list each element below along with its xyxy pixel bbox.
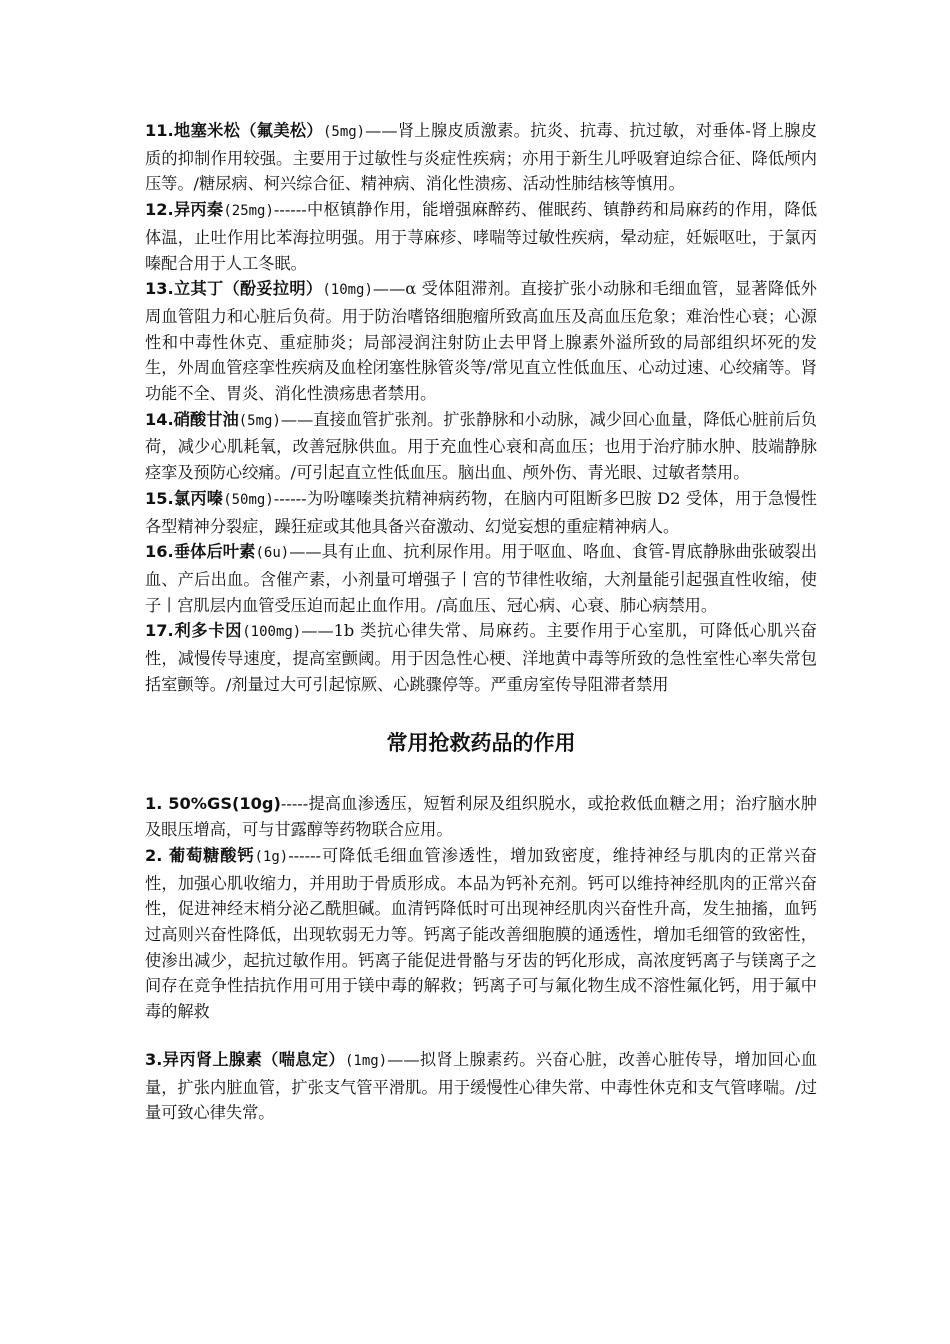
separator: —— xyxy=(289,542,322,562)
drug-dose: (100mg) xyxy=(242,624,302,641)
drug-entry-15 xyxy=(145,486,817,539)
drug-name: 利多卡因 xyxy=(173,621,243,641)
separator: —— xyxy=(365,121,398,140)
drug-name: 50%GS(10g) xyxy=(162,794,281,814)
drug-dose: (1g) xyxy=(254,848,289,865)
entry-number: 15. xyxy=(145,488,174,508)
separator: ----- xyxy=(280,794,309,814)
separator: ------ xyxy=(273,488,307,508)
drug-entry-12 xyxy=(145,197,817,276)
drug-name: 地塞米松（氟美松） xyxy=(173,121,323,140)
separator: —— xyxy=(372,279,406,299)
entry-number: 1. xyxy=(145,794,163,814)
drug-description: α 受体阻滞剂。直接扩张小动脉和毛细血管，显著降低外周血管阻力和心脏后负荷。用于防治嗜铬细胞瘤所致高血压及高血压危象；难治性心衰；心源性和中毒性休克、重症肺炎；局部浸润注射防止去甲肾上腺素外溢所致的局部组织坏死的发生，外周血管痉挛性疾病及血栓闭塞性脉管炎等/常见直立性低血压、心动过速、心绞痛等。肾功能不全、胃炎、消化性溃疡患者禁用。 xyxy=(145,279,817,404)
drug-description: 1b 类抗心律失常、局麻药。主要作用于心室肌，可降低心肌兴奋性，减慢传导速度，提高室颤阈。用于因急性心梗、洋地黄中毒等所致的急性室性心率失常包括室颤等。/剂量过大可引起惊厥、心跳骤停等。严重房室传导阻滞者禁用 xyxy=(145,621,817,694)
separator: ------ xyxy=(273,200,307,220)
drug-dose: (6u) xyxy=(255,545,290,562)
drug-list-continued xyxy=(145,118,817,697)
entry-number: 16. xyxy=(145,542,174,562)
drug-description: 提高血渗透压，短暂利尿及组织脱水，或抢救低血糖之用；治疗脑水肿及眼压增高，可与甘露醇等药物联合应用。 xyxy=(145,794,817,840)
drug-dose: (50mg) xyxy=(223,491,274,508)
separator: —— xyxy=(301,621,334,641)
entry-number: 14. xyxy=(145,409,174,429)
drug-dose: (5mg) xyxy=(322,124,366,140)
drug-name: 异丙肾上腺素（喘息定） xyxy=(162,1049,345,1069)
drug-name: 氯丙嗪 xyxy=(173,488,224,508)
drug-description: 中枢镇静作用，能增强麻醉药、催眠药、镇静药和局麻药的作用，降低体温，止吐作用比苯海拉明强。用于荨麻疹、哮喘等过敏性疾病，晕动症，妊娠呕吐，于氯丙嗪配合用于人工冬眠。 xyxy=(145,200,818,273)
drug-entry-16 xyxy=(145,539,817,618)
drug-name: 垂体后叶素 xyxy=(173,542,256,562)
entry-number: 17. xyxy=(145,621,174,641)
drug-description: 直接血管扩张剂。扩张静脉和小动脉，减少回心血量，降低心脏前后负荷，减少心肌耗氧，改善冠脉供血。用于充血性心衰和高血压；也用于治疗肺水肿、肢端静脉痉挛及预防心绞痛。/可引起直立性低血压。脑出血、颅外伤、青光眼、过敏者禁用。 xyxy=(145,409,818,483)
drug-name: 立其丁（酚妥拉明） xyxy=(173,279,323,299)
emergency-entry-1 xyxy=(145,791,817,842)
entry-number: 12. xyxy=(145,200,174,220)
separator: —— xyxy=(387,1049,420,1069)
separator: ------ xyxy=(288,845,322,865)
emergency-drug-list xyxy=(145,791,817,1125)
emergency-entry-3 xyxy=(145,1047,817,1126)
document-page xyxy=(145,118,817,1126)
separator: —— xyxy=(280,409,314,429)
drug-name: 葡萄糖酸钙 xyxy=(162,845,255,865)
drug-dose: (10mg) xyxy=(322,282,373,299)
drug-description: 具有止血、抗利尿作用。用于呕血、咯血、食管-胃底静脉曲张破裂出血、产后出血。含催产素，小剂量可增强子丨宫的节律性收缩，大剂量能引起强直性收缩，使子丨宫肌层内血管受压迫而起止血作用。/高血压、冠心病、心衰、肺心病禁用。 xyxy=(145,542,818,615)
paragraph-gap xyxy=(145,1025,817,1047)
entry-number: 2. xyxy=(145,845,163,865)
drug-description: 肾上腺皮质激素。抗炎、抗毒、抗过敏，对垂体-肾上腺皮质的抑制作用较强。主要用于过敏性与炎症性疾病；亦用于新生儿呼吸窘迫综合征、降低颅内压等。/糖尿病、柯兴综合征、精神病、消化性溃疡、活动性肺结核等慎用。 xyxy=(145,121,817,194)
entry-number: 13. xyxy=(145,279,174,299)
drug-name: 异丙秦 xyxy=(173,200,224,220)
drug-description: 为吩噻嗪类抗精神病药物，在脑内可阻断多巴胺 D2 受体，用于急慢性各型精神分裂症，躁狂症或其他具备兴奋激动、幻觉妄想的重症精神病人。 xyxy=(145,488,817,536)
drug-entry-13 xyxy=(145,276,817,407)
drug-dose: (5mg) xyxy=(238,412,281,429)
drug-entry-11 xyxy=(145,118,817,197)
entry-number: 11. xyxy=(145,121,174,140)
drug-dose: (25mg) xyxy=(223,203,274,220)
drug-entry-14 xyxy=(145,407,817,486)
emergency-entry-2 xyxy=(145,843,817,1025)
entry-number: 3. xyxy=(145,1049,163,1069)
drug-entry-17 xyxy=(145,618,817,697)
drug-name: 硝酸甘油 xyxy=(173,409,239,429)
drug-dose: (1mg) xyxy=(344,1052,388,1069)
drug-description: 拟肾上腺素药。兴奋心脏，改善心脏传导，增加回心血量，扩张内脏血管，扩张支气管平滑肌。用于缓慢性心律失常、中毒性休克和支气管哮喘。/过量可致心律失常。 xyxy=(145,1049,818,1123)
drug-description: 可降低毛细血管渗透性，增加致密度，维持神经与肌肉的正常兴奋性，加强心肌收缩力，并用助于骨质形成。本品为钙补充剂。钙可以维持神经肌肉的正常兴奋性，促进神经末梢分泌乙酰胆碱。血清钙降低时可出现神经肌肉兴奋性升高，发生抽搐，血钙过高则兴奋性降低，出现软弱无力等。钙离子能改善细胞膜的通透性，增加毛细管的致密性，使渗出减少，起抗过敏作用。钙离子能促进骨骼与牙齿的钙化形成，高浓度钙离子与镁离子之间存在竞争性拮抗作用可用于镁中毒的解救；钙离子可与氟化物生成不溶性氟化钙，用于氟中毒的解救 xyxy=(145,845,817,1022)
section-title: 常用抢救药品的作用 xyxy=(386,731,576,756)
